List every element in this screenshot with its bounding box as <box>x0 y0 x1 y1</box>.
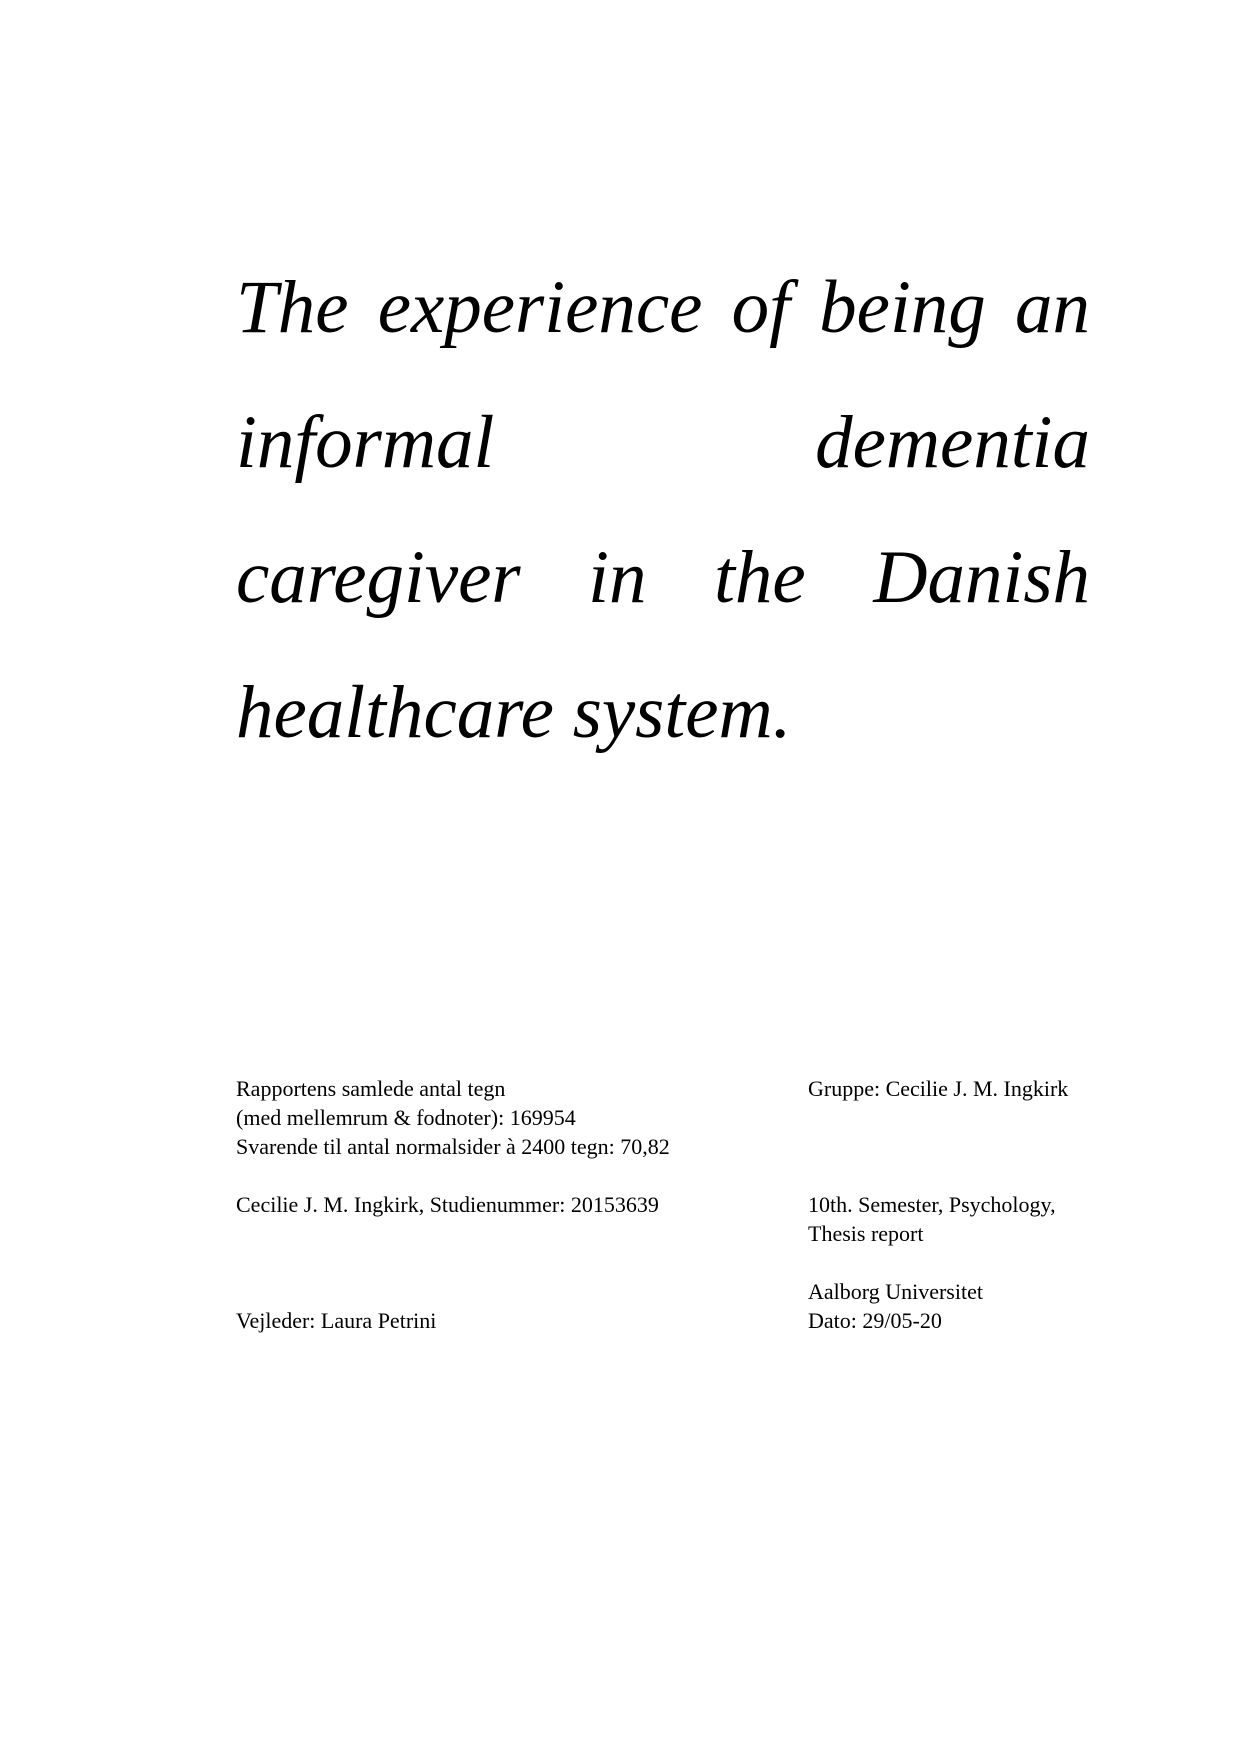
title-word: being <box>819 266 986 349</box>
semester: 10th. Semester, Psychology, <box>808 1192 1056 1217</box>
document-title <box>236 240 1090 780</box>
title-word: of <box>731 266 790 349</box>
right-info-block <box>808 1074 1068 1335</box>
title-line-4 <box>236 645 1090 780</box>
student-info: Cecilie J. M. Ingkirk, Studienummer: 20153639 <box>236 1192 659 1217</box>
char-count-value: (med mellemrum & fodnoter): 169954 <box>236 1105 576 1130</box>
normal-pages: Svarende til antal normalsider à 2400 tegn: 70,82 <box>236 1134 670 1159</box>
university: Aalborg Universitet <box>808 1279 983 1304</box>
title-word: the <box>714 536 806 619</box>
title-line-2 <box>236 375 1090 510</box>
title-word: in <box>588 536 647 619</box>
title-word: an <box>1015 266 1090 349</box>
title-word: informal <box>236 401 495 484</box>
title-line-1 <box>236 240 1090 375</box>
date: Dato: 29/05-20 <box>808 1308 942 1333</box>
group: Gruppe: Cecilie J. M. Ingkirk <box>808 1076 1069 1101</box>
title-word: dementia <box>815 401 1090 484</box>
title-word: caregiver <box>236 536 521 619</box>
title-word: experience <box>377 266 703 349</box>
report-type: Thesis report <box>808 1221 924 1246</box>
title-word: The <box>236 266 349 349</box>
supervisor: Vejleder: Laura Petrini <box>236 1308 437 1333</box>
char-count-label: Rapportens samlede antal tegn <box>236 1076 506 1101</box>
title-word: healthcare system. <box>236 671 792 754</box>
title-word: Danish <box>873 536 1090 619</box>
title-line-3 <box>236 510 1090 645</box>
left-info-block <box>236 1074 670 1335</box>
